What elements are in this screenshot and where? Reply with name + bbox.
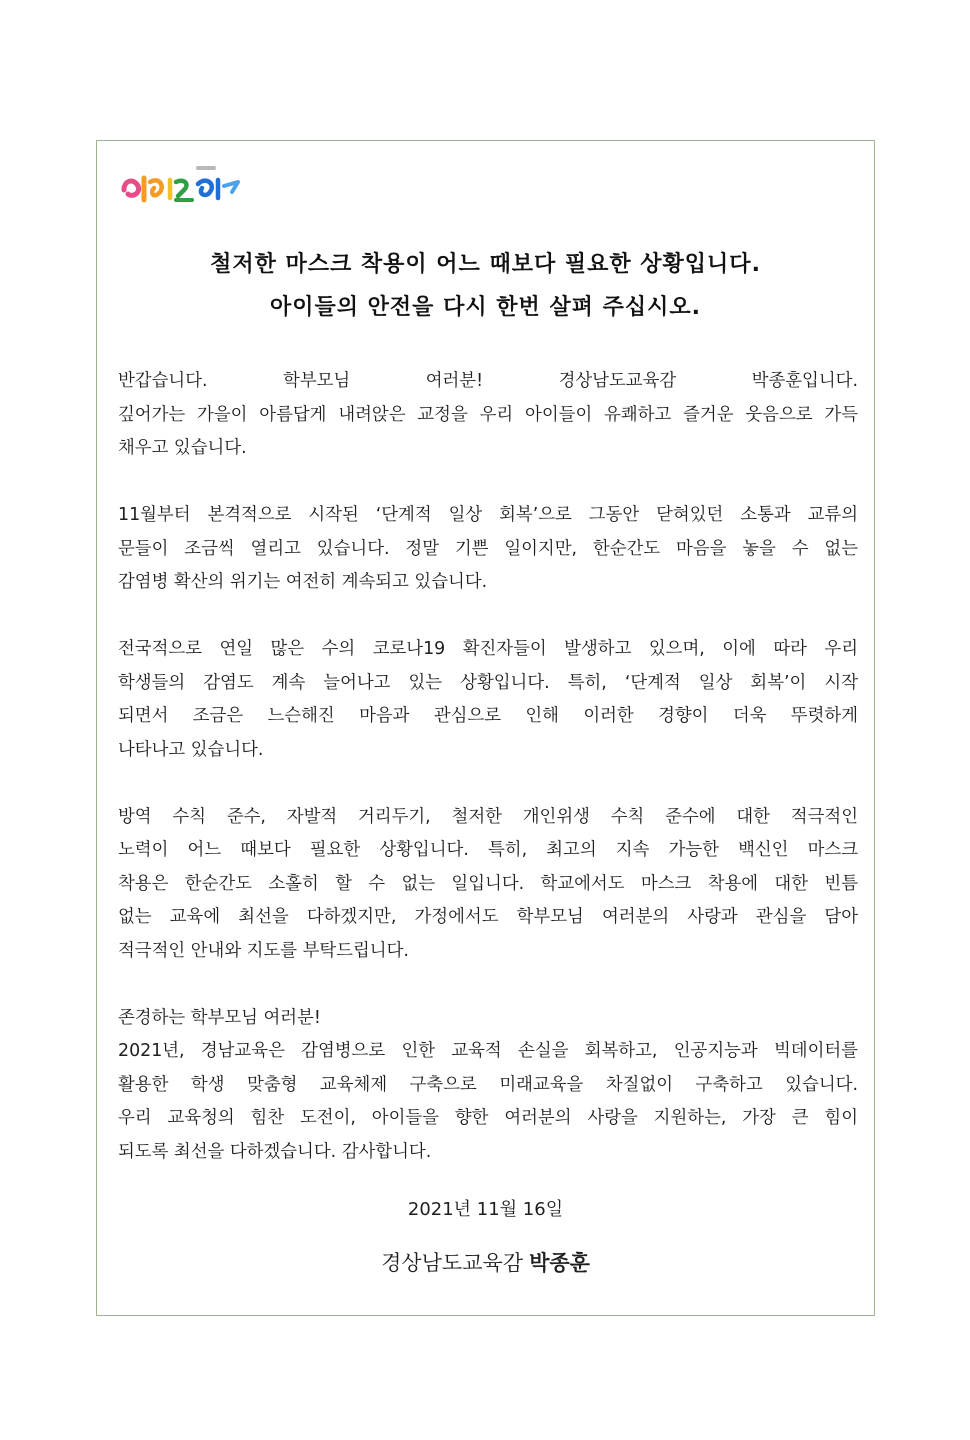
text-line: 학생들의 감염도 계속 늘어나고 있는 상황입니다. 특히, ‘단계적 일상 회복’이 시작 <box>118 672 858 693</box>
letter-body <box>118 365 858 1203</box>
text-line: 적극적인 안내와 지도를 부탁드립니다. <box>118 940 409 961</box>
paragraph-recovery <box>118 499 858 600</box>
text-line: 나타나고 있습니다. <box>118 739 264 760</box>
text-line: 없는 교육에 최선을 다하겠지만, 가정에서도 학부모님 여러분의 사랑과 관심을 담아 <box>118 907 858 927</box>
letter-date: 2021년 11월 16일 <box>407 1199 564 1220</box>
text-line: 반갑습니다. 학부모님 여러분! 경상남도교육감 박종훈입니다. <box>118 371 858 391</box>
text-line: 전국적으로 연일 많은 수의 코로나19 확진자들이 발생하고 있으며, 이에 따라 우리 <box>118 639 858 659</box>
paragraph-prevention <box>118 801 858 969</box>
headline-line-2: 아이들의 안전을 다시 한번 살펴 주십시오. <box>270 295 701 320</box>
text-line: 되도록 최선을 다하겠습니다. 감사합니다. <box>118 1141 432 1162</box>
text-line: 2021년, 경남교육은 감염병으로 인한 교육적 손실을 회복하고, 인공지능과 빅데이터를 <box>118 1041 858 1061</box>
paragraph-greeting <box>118 365 858 466</box>
text-line: 문들이 조금씩 열리고 있습니다. 정말 기쁜 일이지만, 한순간도 마음을 놓을 수 없는 <box>118 538 858 559</box>
text-line: 되면서 조금은 느슨해진 마음과 관심으로 인해 이러한 경향이 더욱 뚜렷하게 <box>118 706 858 726</box>
text-line: 깊어가는 가을이 아름답게 내려앉은 교정을 우리 아이들이 유쾌하고 즐거운 웃음으로 가득 <box>118 404 858 425</box>
paragraph-cases <box>118 633 858 767</box>
headline-line-1: 철저한 마스크 착용이 어느 때보다 필요한 상황입니다. <box>210 252 761 277</box>
text-line: 채우고 있습니다. <box>118 438 247 458</box>
text-line: 11월부터 본격적으로 시작된 ‘단계적 일상 회복’으로 그동안 닫혀있던 소통과 교류의 <box>118 505 858 525</box>
text-line: 존경하는 학부모님 여러분! <box>118 1007 321 1028</box>
education-office-logo-icon <box>120 160 245 210</box>
text-line: 감염병 확산의 위기는 여전히 계속되고 있습니다. <box>118 572 488 592</box>
signature-title: 경상남도교육감 <box>381 1251 524 1275</box>
text-line: 방역 수칙 준수, 자발적 거리두기, 철저한 개인위생 수칙 준수에 대한 적극적인 <box>118 806 858 827</box>
text-line: 노력이 어느 때보다 필요한 상황입니다. 특히, 최고의 지속 가능한 백신인 마스크 <box>118 840 858 860</box>
text-line: 착용은 한순간도 소홀히 할 수 없는 일입니다. 학교에서도 마스크 착용에 대한 빈틈 <box>118 873 858 894</box>
signature-name: 박종훈 <box>529 1251 590 1275</box>
text-line: 활용한 학생 맞춤형 교육체제 구축으로 미래교육을 차질없이 구축하고 있습니다. <box>118 1074 858 1095</box>
text-line: 우리 교육청의 힘찬 도전이, 아이들을 향한 여러분의 사랑을 지원하는, 가장 큰 힘이 <box>118 1108 858 1128</box>
signature <box>96 1247 875 1277</box>
paragraph-closing <box>118 1002 858 1170</box>
